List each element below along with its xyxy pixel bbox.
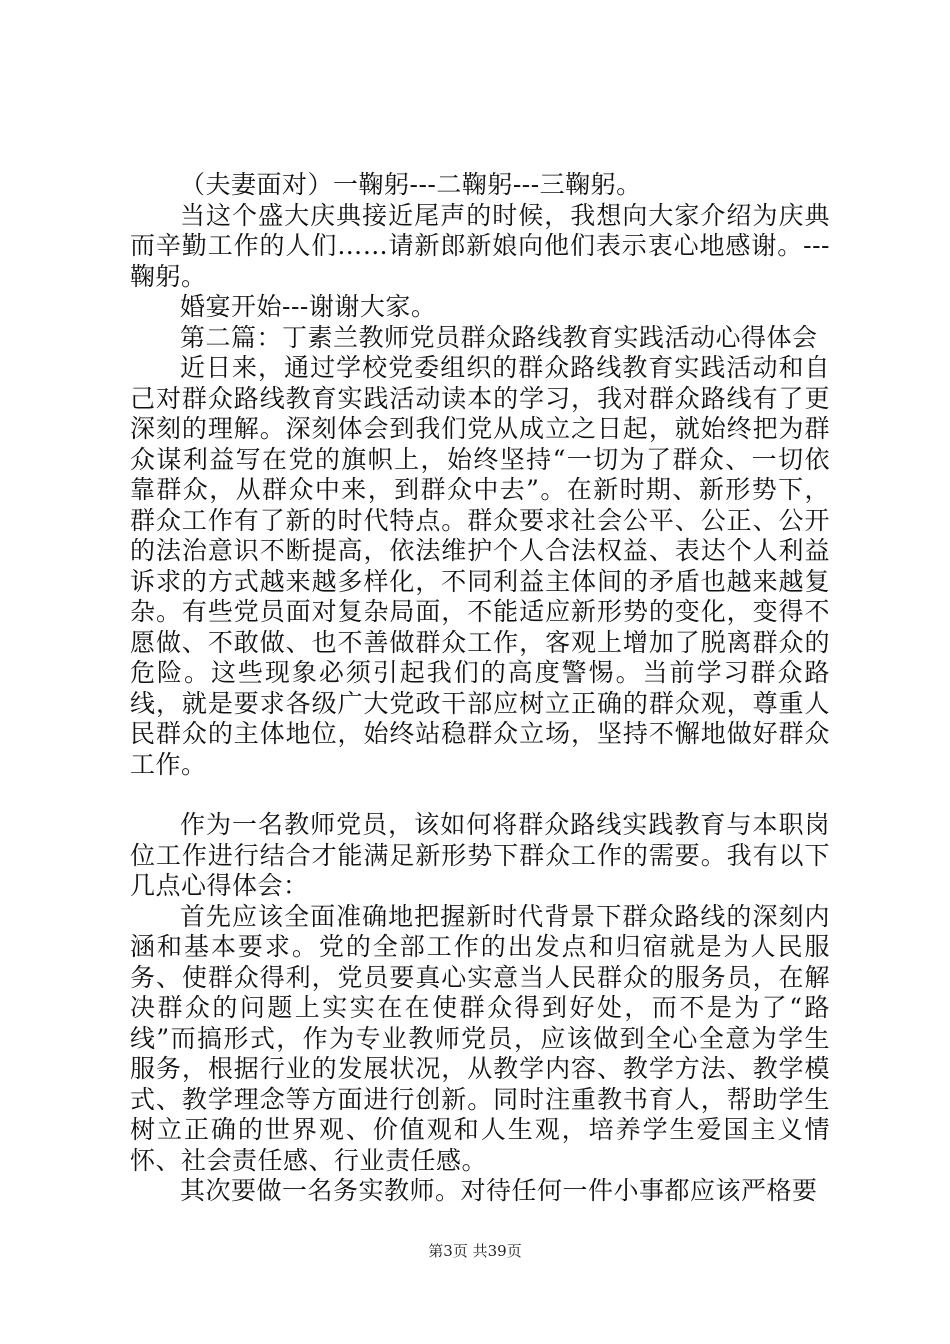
- paragraph-first-point: 首先应该全面准确地把握新时代背景下群众路线的深刻内涵和基本要求。党的全部工作的出发点和归宿就是为人民服务、使群众得利，党员要真心实意当人民群众的服务员，在解决群众的问题上实实在在使群众得到好处，而不是为了“路线”而搞形式，作为专业教师党员，应该做到全心全意为学生服务，根据行业的发展状况，从教学内容、教学方法、教学模式、教学理念等方面进行创新。同时注重教书育人，帮助学生树立正确的世界观、价值观和人生观，培养学生爱国主义情怀、社会责任感、行业责任感。: [130, 901, 830, 1175]
- section-heading: 第二篇：丁素兰教师党员群众路线教育实践活动心得体会: [180, 322, 818, 352]
- paragraph-intro: 近日来，通过学校党委组织的群众路线教育实践活动和自己对群众路线教育实践活动读本的学习，我对群众路线有了更深刻的理解。深刻体会到我们党从成立之日起，就始终把为群众谋利益写在党的旗帜上，始终坚持“一切为了群众、一切依靠群众，从群众中来，到群众中去”。在新时期、新形势下，群众工作有了新的时代特点。群众要求社会公平、公正、公开的法治意识不断提高，依法维护个人合法权益、表达个人利益诉求的方式越来越多样化，不同利益主体间的矛盾也越来越复杂。有些党员面对复杂局面，不能适应新形势的变化，变得不愿做、不敢做、也不善做群众工作，客观上增加了脱离群众的危险。这些现象必须引起我们的高度警惕。当前学习群众路线，就是要求各级广大党政干部应树立正确的群众观，尊重人民群众的主体地位，始终站稳群众立场，坚持不懈地做好群众工作。: [130, 353, 830, 779]
- paragraph-banquet-start: 婚宴开始---谢谢大家。: [180, 292, 437, 321]
- paragraph-second-point: 其次要做一名务实教师。对待任何一件小事都应该严格要: [180, 1176, 818, 1205]
- page-number-footer: 第3页 共39页: [428, 1242, 522, 1260]
- paragraph-bow-sequence: （夫妻面对）一鞠躬---二鞠躬---三鞠躬。: [180, 170, 642, 199]
- paragraph-teacher-role: 作为一名教师党员，该如何将群众路线实践教育与本职岗位工作进行结合才能满足新形势下群众工作的需要。我有以下几点心得体会：: [130, 810, 830, 900]
- paragraph-thanks-staff: 当这个盛大庆典接近尾声的时候，我想向大家介绍为庆典而辛勤工作的人们……请新郎新娘向他们表示衷心地感谢。---鞠躬。: [130, 200, 830, 291]
- document-body: [130, 170, 830, 1207]
